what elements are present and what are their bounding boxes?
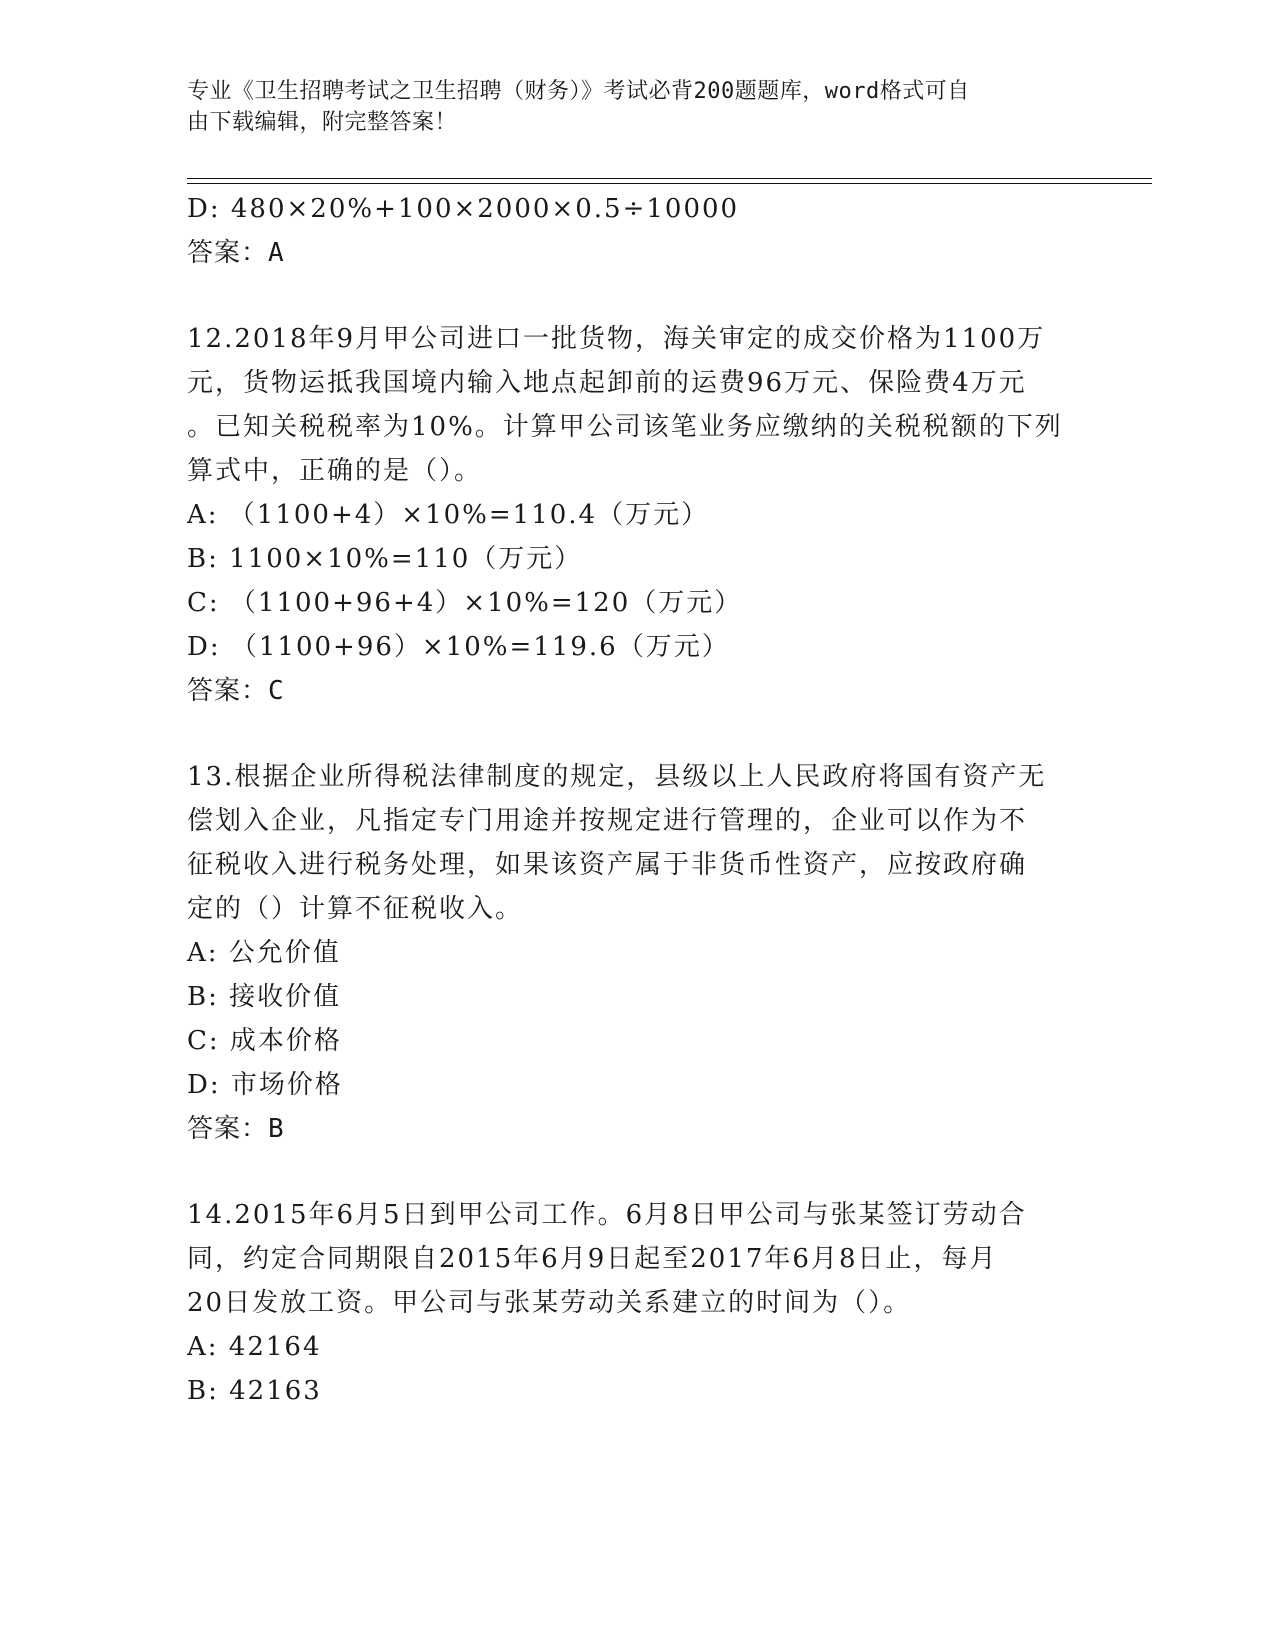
q13-answer: 答案：B [187, 1114, 285, 1144]
q12-answer: 答案：C [187, 676, 285, 706]
q13-option-c: C: 成本价格 [187, 1026, 342, 1056]
q12-text-line-3: 。已知关税税率为10%。计算甲公司该笔业务应缴纳的关税税额的下列 [187, 412, 1063, 442]
document-header [187, 76, 1087, 138]
q12-option-d: D: （1100+96）×10%=119.6（万元） [187, 632, 730, 662]
q14-text-line-1: 14.2015年6月5日到甲公司工作。6月8日甲公司与张某签订劳动合 [187, 1200, 1027, 1230]
q14-text-line-3: 20日发放工资。甲公司与张某劳动关系建立的时间为（）。 [187, 1288, 912, 1318]
header-line-2: 由下载编辑，附完整答案！ [187, 110, 458, 135]
q12-option-a: A: （1100+4）×10%=110.4（万元） [187, 500, 710, 530]
q13-text-line-3: 征税收入进行税务处理，如果该资产属于非货币性资产，应按政府确 [187, 850, 1028, 880]
header-line-1: 专业《卫生招聘考试之卫生招聘（财务）》考试必背200题题库，word格式可自 [187, 79, 970, 104]
q14-text-line-2: 同，约定合同期限自2015年6月9日起至2017年6月8日止，每月 [187, 1244, 998, 1274]
q12-text-line-1: 12.2018年9月甲公司进口一批货物，海关审定的成交价格为1100万 [187, 324, 1046, 354]
q12-option-c: C: （1100+96+4）×10%=120（万元） [187, 588, 743, 618]
q13-text-line-4: 定的（）计算不征税收入。 [187, 894, 524, 924]
q12-option-b: B: 1100×10%=110（万元） [187, 544, 583, 574]
q12-text-line-4: 算式中，正确的是（）。 [187, 456, 483, 486]
header-divider-top [187, 178, 1152, 179]
q12-text-line-2: 元，货物运抵我国境内输入地点起卸前的运费96万元、保险费4万元 [187, 368, 1027, 398]
q13-option-d: D: 市场价格 [187, 1070, 343, 1100]
q13-option-b: B: 接收价值 [187, 982, 342, 1012]
prev-option-d: D: 480×20%+100×2000×0.5÷10000 [187, 194, 740, 224]
q14-option-a: A: 42164 [187, 1332, 322, 1362]
header-divider-bottom [187, 183, 1152, 184]
prev-answer: 答案：A [187, 238, 285, 268]
q13-text-line-2: 偿划入企业，凡指定专门用途并按规定进行管理的，企业可以作为不 [187, 806, 1028, 836]
q13-option-a: A: 公允价值 [187, 938, 341, 968]
q14-option-b: B: 42163 [187, 1376, 322, 1406]
q13-text-line-1: 13.根据企业所得税法律制度的规定，县级以上人民政府将国有资产无 [187, 762, 1047, 792]
